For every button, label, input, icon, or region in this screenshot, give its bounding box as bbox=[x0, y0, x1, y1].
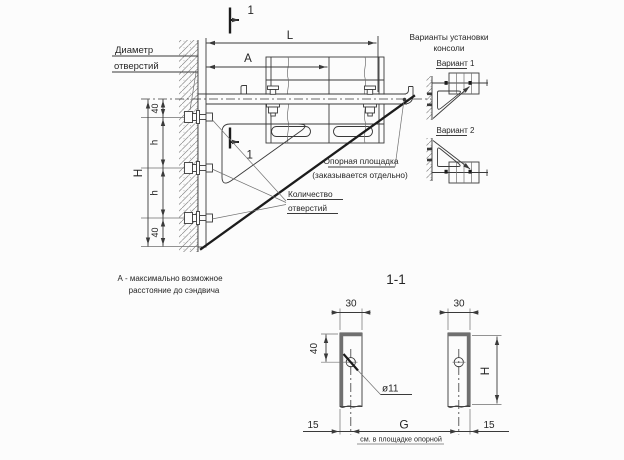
dim-30-right-label: 30 bbox=[453, 298, 465, 310]
section-title: 1-1 bbox=[386, 272, 406, 287]
pipe-bead-right bbox=[334, 127, 373, 137]
dim-40-bottom-label: 40 bbox=[150, 227, 160, 238]
dimension-H-section bbox=[472, 336, 502, 405]
dim-H-section-label: H bbox=[478, 366, 492, 376]
dim-15-left-label: 15 bbox=[307, 420, 319, 431]
hole-diameter-note-line1: Диаметр bbox=[115, 45, 154, 56]
footnote-line2: расстояние до сэндвича bbox=[128, 286, 220, 295]
bracket-cutout bbox=[222, 124, 305, 183]
dimension-L bbox=[207, 30, 379, 92]
section-mark-bottom bbox=[230, 128, 253, 162]
dim-40-section-label: 40 bbox=[309, 342, 320, 355]
dim-15-right-label: 15 bbox=[483, 420, 495, 431]
dim-G-label: G bbox=[399, 417, 409, 432]
variants-header-line1: Варианты установки bbox=[409, 32, 489, 42]
hole-diameter-note-line2: отверстий bbox=[114, 61, 159, 72]
footnote bbox=[117, 274, 223, 295]
section-mark-top-label: 1 bbox=[247, 5, 254, 17]
footnote-line1: А - максимально возможное bbox=[117, 274, 223, 283]
bolt-mark bbox=[427, 104, 432, 107]
bolt-mark bbox=[445, 81, 448, 85]
bolt-mark bbox=[469, 81, 472, 85]
dimension-A bbox=[207, 53, 328, 67]
bolt-mark bbox=[427, 93, 432, 96]
section-note bbox=[357, 435, 444, 445]
dim-A-label: A bbox=[244, 53, 252, 65]
dim-h-upper-label: h bbox=[149, 139, 161, 146]
hole-diameter-callout bbox=[358, 371, 412, 395]
main-view bbox=[112, 5, 431, 295]
hole-count-line2: отверстий bbox=[288, 203, 327, 213]
bolt-mark bbox=[427, 148, 432, 151]
leader-dot bbox=[403, 98, 407, 102]
wall-bolt bbox=[185, 162, 213, 175]
section-mark-bottom-label: 1 bbox=[246, 149, 253, 162]
variant-1 bbox=[427, 59, 489, 120]
section-right-plate bbox=[448, 333, 470, 435]
section-mark-top bbox=[230, 5, 254, 34]
dimension-30-right bbox=[440, 299, 479, 331]
bottom-dimensions bbox=[303, 409, 509, 435]
support-pad-line2: (заказывается отдельно) bbox=[312, 170, 408, 180]
bolt-mark bbox=[445, 170, 448, 174]
variants-header-line2: консоли bbox=[433, 43, 465, 53]
variant-2-diagonal bbox=[433, 141, 470, 170]
installation-variants bbox=[409, 32, 488, 183]
variant-2 bbox=[427, 126, 489, 183]
dim-30-left-label: 30 bbox=[345, 298, 357, 310]
section-view-1-1 bbox=[303, 272, 509, 444]
hole-count-line1: Количество bbox=[288, 189, 333, 199]
wall-bolt bbox=[185, 111, 213, 124]
variant-2-label: Вариант 2 bbox=[436, 126, 475, 135]
section-note-text: см. в площадке опорной bbox=[360, 434, 442, 444]
hole-diameter-label: ø11 bbox=[382, 383, 399, 395]
variant-1-label: Вариант 1 bbox=[436, 59, 475, 68]
arm-clip-lug bbox=[241, 86, 247, 95]
section-left-plate bbox=[340, 333, 362, 435]
console-arm bbox=[198, 86, 413, 105]
dim-40-top-label: 40 bbox=[150, 103, 160, 114]
dim-L-label: L bbox=[286, 30, 294, 42]
variant-1-wall-hatch bbox=[427, 76, 433, 120]
dim-H-label: H bbox=[131, 168, 145, 178]
bolt-mark bbox=[469, 170, 472, 174]
wall-bolt bbox=[185, 212, 213, 225]
support-pad-line1: Опорная площадка bbox=[323, 156, 399, 166]
bolt-mark bbox=[427, 159, 432, 162]
dimension-30-left bbox=[332, 299, 371, 331]
dim-h-lower-label: h bbox=[149, 190, 161, 196]
